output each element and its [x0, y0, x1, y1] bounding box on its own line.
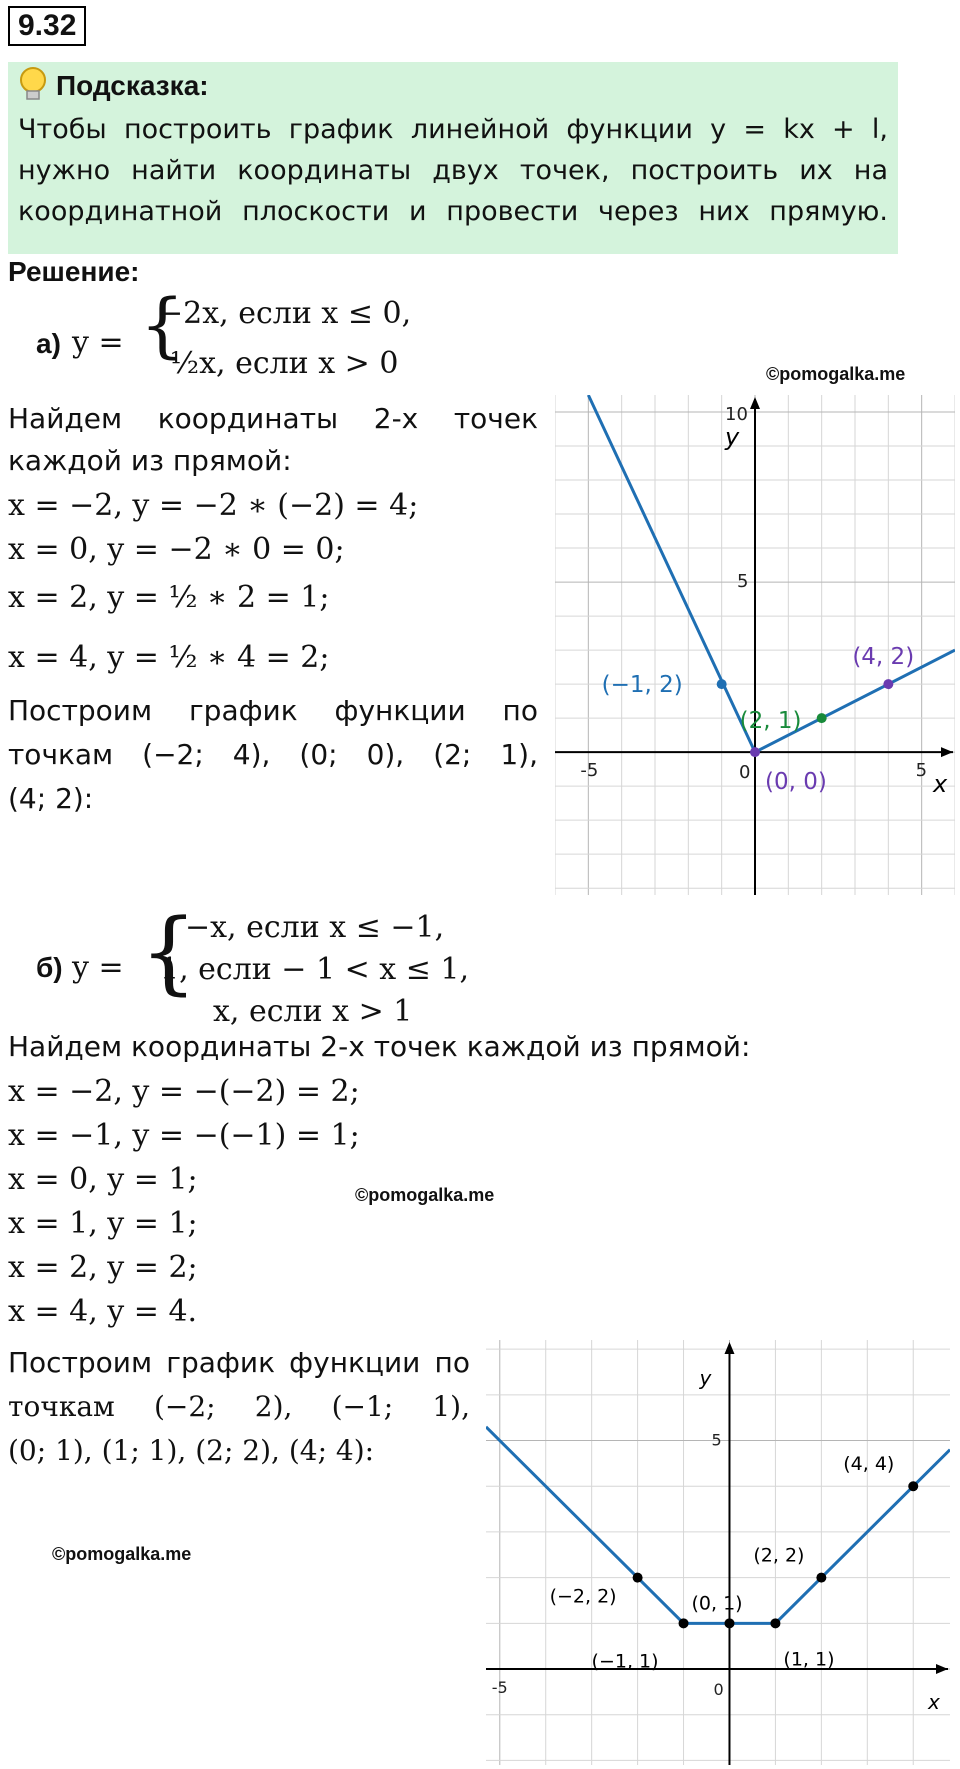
part-b-calc-1: x = −2, y = −(−2) = 2;	[8, 1074, 360, 1109]
watermark: ©pomogalka.me	[355, 1185, 495, 1205]
y-axis-label: y	[725, 423, 740, 451]
hint-line-2: нужно найти координаты двух точек, построить их на	[18, 155, 888, 186]
x-axis-arrow	[941, 747, 953, 757]
data-label: (2, 2)	[753, 1544, 805, 1567]
hint-line-3: координатной плоскости и провести через них прямую.	[18, 196, 888, 227]
tick-label-y: 10	[725, 404, 748, 426]
part-b-text-1: Найдем координаты 2-х точек каждой из прямой:	[8, 1030, 751, 1063]
part-a-text-1: Найдем координаты 2-х точек	[8, 402, 538, 435]
part-a-calc-1: x = −2, y = −2 ∗ (−2) = 4;	[8, 488, 419, 523]
hint-title: Подсказка:	[56, 70, 209, 101]
part-a-case-1: −2x, если x ≤ 0,	[158, 296, 412, 331]
part-a-label: а)	[36, 328, 61, 359]
chart-a	[555, 395, 955, 895]
data-point	[816, 1573, 826, 1583]
part-a-build-1: Построим график функции по	[8, 694, 538, 727]
data-label: (2, 1)	[739, 708, 802, 735]
data-point	[883, 679, 893, 689]
data-point	[908, 1481, 918, 1491]
hint-line-1: Чтобы построить график линейной функции y = kx + l,	[18, 114, 888, 145]
watermark: ©pomogalka.me	[52, 1544, 192, 1564]
data-point	[679, 1618, 689, 1628]
y-axis-arrow	[724, 1342, 734, 1354]
series-line	[588, 395, 955, 752]
part-a-calc-4: x = 4, y = ½ ∗ 4 = 2;	[8, 640, 330, 675]
part-b-lhs: y =	[72, 950, 124, 985]
part-a-lhs: y =	[72, 325, 124, 360]
tick-label-y: 5	[737, 571, 749, 593]
data-point	[724, 1618, 734, 1628]
part-b-case-3: x, если x > 1	[213, 994, 413, 1029]
chart-b	[486, 1340, 950, 1765]
part-a-case-2: ½x, если x > 0	[170, 346, 399, 381]
x-axis-label: x	[933, 770, 948, 799]
solution-label: Решение:	[8, 256, 140, 287]
tick-label-x: -5	[580, 760, 599, 782]
part-a-build-3: (4; 2):	[8, 782, 94, 815]
tick-label-x: 0	[739, 762, 751, 784]
y-axis-arrow	[750, 397, 760, 409]
data-point	[717, 679, 727, 689]
data-label: (−2, 2)	[549, 1585, 617, 1608]
part-b-calc-5: x = 2, y = 2;	[8, 1250, 198, 1285]
part-a-calc-2: x = 0, y = −2 ∗ 0 = 0;	[8, 532, 345, 567]
part-b-build-1: Построим график функции по	[8, 1346, 470, 1379]
x-axis-arrow	[936, 1664, 948, 1674]
data-label: (1, 1)	[783, 1648, 835, 1671]
watermark: ©pomogalka.me	[766, 364, 906, 384]
part-b-calc-2: x = −1, y = −(−1) = 1;	[8, 1118, 360, 1153]
data-label: (0, 0)	[765, 769, 827, 796]
data-label: (−1, 1)	[591, 1650, 659, 1673]
part-b-brace: {	[140, 900, 198, 1005]
data-point	[633, 1573, 643, 1583]
part-a-text-2: каждой из прямой:	[8, 444, 292, 477]
part-b-build-2: точкам (−2; 2), (−1; 1),	[8, 1390, 470, 1423]
tick-label-x: 0	[713, 1680, 724, 1700]
part-b-case-2: 1, если − 1 < x ≤ 1,	[160, 952, 470, 987]
part-b-label: б)	[36, 952, 63, 983]
lightbulb-icon	[16, 64, 50, 104]
problem-number: 9.32	[8, 6, 86, 46]
data-point	[770, 1618, 780, 1628]
part-a-calc-3: x = 2, y = ½ ∗ 2 = 1;	[8, 580, 330, 615]
y-axis-label: y	[699, 1366, 712, 1390]
x-axis-label: x	[928, 1690, 940, 1715]
data-point	[750, 747, 760, 757]
data-point	[817, 713, 827, 723]
part-b-build-3: (0; 1), (1; 1), (2; 2), (4; 4):	[8, 1434, 375, 1467]
data-label: (0, 1)	[691, 1592, 743, 1615]
part-a-brace: {	[140, 284, 185, 366]
tick-label-y: 5	[711, 1430, 722, 1450]
data-label: (−1, 2)	[601, 672, 683, 699]
part-b-calc-4: x = 1, y = 1;	[8, 1206, 198, 1241]
tick-label-x: 5	[915, 760, 928, 782]
data-label: (4, 4)	[843, 1453, 895, 1476]
part-b-calc-6: x = 4, y = 4.	[8, 1294, 198, 1329]
tick-label-x: -5	[491, 1678, 508, 1698]
data-label: (4, 2)	[852, 644, 915, 671]
part-b-case-1: −x, если x ≤ −1,	[185, 910, 445, 945]
part-b-calc-3: x = 0, y = 1;	[8, 1162, 198, 1197]
part-a-build-2: точкам (−2; 4), (0; 0), (2; 1),	[8, 738, 538, 771]
